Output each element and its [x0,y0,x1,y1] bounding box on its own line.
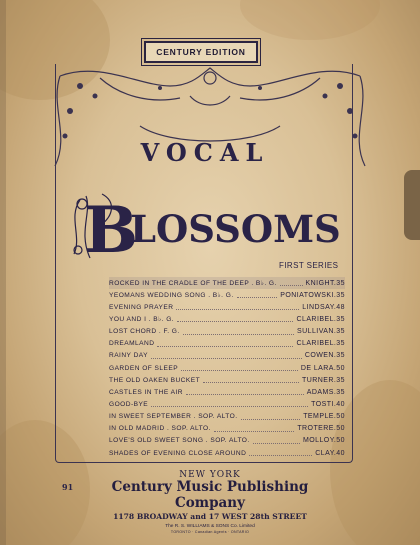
song-composer-price: COWEN.35 [304,352,345,360]
catalog-number: 91 [62,482,74,492]
song-item [109,277,345,289]
series-label: FIRST SERIES [279,261,339,270]
song-composer-price: DE LARA.50 [300,364,345,372]
song-title: SHADES OF EVENING CLOSE AROUND [109,449,247,457]
dot-leader [186,389,304,395]
song-item [109,362,345,374]
paper-stain [240,0,380,40]
publisher-name: Century Music Publishing Company [111,479,309,511]
song-title: YOU AND I . B♭. G. [109,316,175,324]
publisher-agent: The R. S. WILLIAMS & SONS Co. Limited [165,524,255,529]
dot-leader [253,438,300,444]
song-list [109,277,345,459]
dot-leader [214,426,294,432]
song-title: GARDEN OF SLEEP [109,364,179,372]
song-title: LOVE'S OLD SWEET SONG . SOP. ALTO. [109,437,250,445]
publisher-address: 1178 BROADWAY and 17 WEST 28th STREET [113,512,307,521]
song-item [109,313,345,325]
song-title: LOST CHORD . F. G. [109,328,180,336]
title-blossoms-rest: LOSSOMS [130,207,341,251]
song-item [109,423,345,435]
song-title: YEOMANS WEDDING SONG . B♭. G. [109,292,234,300]
dot-leader [249,450,312,456]
song-composer-price: TOSTI.40 [311,400,345,408]
song-title: ROCKED IN THE CRADLE OF THE DEEP . B♭. G. [109,280,277,288]
song-composer-price: TROTERE.50 [297,425,345,433]
song-title: CASTLES IN THE AIR [109,388,183,396]
edition-cartouche: CENTURY EDITION [144,41,258,63]
song-composer-price: CLARIBEL.35 [296,340,345,348]
song-composer-price: CLAY.40 [315,449,345,457]
dot-leader [241,414,301,420]
song-title: THE OLD OAKEN BUCKET [109,376,201,384]
song-composer-price: TEMPLE.50 [303,413,345,421]
song-item [109,411,345,423]
song-item [109,326,345,338]
song-composer-price: CLARIBEL.35 [296,315,345,323]
song-title: GOOD-BYE [109,400,149,408]
title-blossoms-initial: B [84,193,139,262]
song-title: DREAMLAND [109,340,155,348]
song-title: RAINY DAY [109,352,148,360]
song-item [109,398,345,410]
song-title: IN SWEET SEPTEMBER . SOP. ALTO. [109,413,238,421]
song-item [109,350,345,362]
song-composer-price: MOLLOY.50 [302,437,345,445]
dot-leader [280,280,303,286]
song-item [109,386,345,398]
song-item [109,447,345,459]
song-composer-price: PONIATOWSKI.35 [280,291,345,299]
title-vocal: VOCAL [140,138,270,167]
torn-edge [404,170,420,240]
publisher-agent-city: TORONTO · Canadian Agents · ONTARIO [170,530,250,534]
dot-leader [203,377,299,383]
song-composer-price: LINDSAY.48 [302,303,345,311]
song-title: IN OLD MADRID . SOP. ALTO. [109,425,211,433]
song-composer-price: SULLIVAN.35 [296,328,345,336]
dot-leader [151,401,308,407]
song-composer-price: ADAMS.35 [306,388,345,396]
song-composer-price: TURNER.35 [302,376,345,384]
dot-leader [237,292,278,298]
dot-leader [157,341,293,347]
song-item [109,289,345,301]
dot-leader [151,353,302,359]
song-item [109,374,345,386]
song-item [109,338,345,350]
dot-leader [176,304,299,310]
dot-leader [177,316,293,322]
publisher-block [90,470,330,534]
song-title: EVENING PRAYER [109,303,174,311]
song-item [109,301,345,313]
publisher-city: NEW YORK [179,470,241,480]
dot-leader [183,329,294,335]
title-blossoms [72,192,362,262]
song-item [109,435,345,447]
dot-leader [181,365,298,371]
song-composer-price: KNIGHT.35 [305,279,345,287]
torn-edge [0,0,6,545]
